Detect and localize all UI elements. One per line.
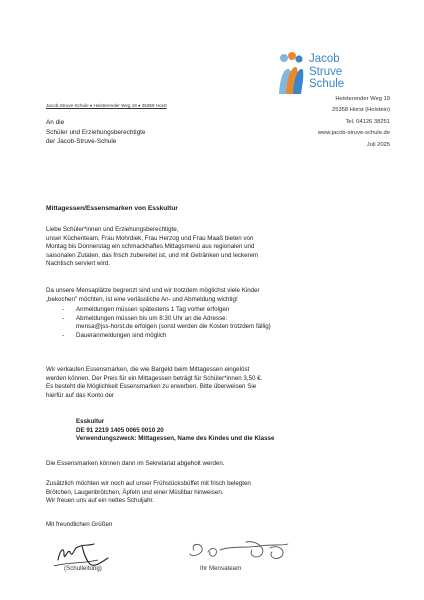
text-line: Brötchen, Laugenbrötchen, Äpfeln und einer Müslibar hinweisen. bbox=[46, 488, 224, 496]
logo-line-2: Struve bbox=[309, 65, 343, 78]
rule-text: Anmeldungen müssen spätestens 1 Tag vorher erfolgen bbox=[76, 306, 230, 313]
recipient-block bbox=[46, 118, 145, 147]
logo-line-3: Schule bbox=[309, 78, 345, 91]
mensa-team-label: Ihr Mensateam bbox=[200, 565, 242, 572]
text-line: unser Küchenteam, Frau Mohrdiek, Frau Herzog und Frau Maaß bieten von bbox=[46, 234, 254, 242]
list-item bbox=[62, 306, 271, 315]
text-line: Zusätzlich möchten wir noch auf unser Frühstücksbüffet mit frisch belegten bbox=[46, 480, 251, 487]
bank-recipient: Esskultur bbox=[76, 418, 105, 425]
rule-text: Daueranmeldungen sind möglich bbox=[76, 331, 167, 339]
recipient-line: Schüler und Erziehungsberechtigte bbox=[46, 128, 146, 136]
letter-subject: Mittagessen/Essensmarken von Esskultur bbox=[46, 205, 178, 212]
sender-line: Jacob-Struve-Schule ♦ Heisterender Weg 19 ♦ 25358 Horst bbox=[46, 103, 167, 108]
text-line: Wir freuen uns auf ein nettes Schuljahr. bbox=[46, 497, 154, 505]
text-line: Liebe Schüler*innen und Erziehungsberechtigte, bbox=[46, 226, 179, 233]
payment-paragraph bbox=[46, 366, 262, 400]
mensa-team-signature-icon bbox=[186, 538, 296, 566]
text-line: saisonalen Zutaten, das frisch zubereitet ist, und mit Getränken und leckerem bbox=[46, 251, 259, 259]
address-phone: Tel. 04126 38251 bbox=[345, 118, 390, 125]
intro-paragraph bbox=[46, 226, 258, 269]
bank-reference: Verwendungszweck: Mittagessen, Name des Kindes und die Klasse bbox=[76, 435, 275, 443]
text-line: Nachtisch serviert wird. bbox=[46, 260, 110, 268]
bank-iban: DE 91 2219 1405 0065 0010 20 bbox=[76, 426, 164, 434]
text-line: Wir verkaufen Essensmarken, die wie Bargeld beim Mittagessen eingelöst bbox=[46, 366, 250, 373]
school-address bbox=[318, 94, 390, 151]
text-line: Da unsere Mensaplätze begrenzt sind und wir trotzdem möglichst viele Kinder bbox=[46, 287, 260, 294]
text-line: hierfür auf das Konto der bbox=[46, 391, 115, 399]
school-logo-icon bbox=[278, 52, 304, 98]
breakfast-paragraph bbox=[46, 480, 251, 506]
rules-list bbox=[62, 306, 271, 340]
text-line: Montag bis Donnerstag ein schmackhaftes Mittagsmenü aus regionalen und bbox=[46, 243, 255, 251]
list-item bbox=[62, 315, 271, 332]
recipient-line: An die bbox=[46, 119, 65, 126]
pickup-text: Die Essensmarken können dann im Sekretariat abgeholt werden. bbox=[46, 460, 225, 467]
address-website: www.jacob-struve-schule.de bbox=[317, 130, 390, 137]
logo-line-1: Jacob bbox=[309, 53, 340, 65]
text-line: „bekochen" möchten, ist eine verlässliche An- und Abmeldung wichtig! bbox=[46, 295, 238, 303]
recipient-line: der Jacob-Struve-Schule bbox=[46, 138, 117, 146]
principal-label: (Schulleitung) bbox=[64, 565, 102, 572]
closing-text: Mit freundlichen Grüßen bbox=[46, 521, 113, 528]
rule-text: Abmeldungen müssen bis um 8:30 Uhr an die Adresse: bbox=[76, 314, 228, 322]
bank-details bbox=[76, 418, 274, 444]
rule-continuation: mensa@jss-horst.de erfolgen (sonst werden die Kosten trotzdem fällig) bbox=[76, 323, 271, 331]
mensa-paragraph bbox=[46, 287, 260, 304]
address-street: Heisterender Weg 19 bbox=[335, 96, 390, 102]
school-logo-text bbox=[309, 53, 344, 91]
address-city: 25358 Horst (Holstein) bbox=[332, 107, 390, 114]
letter-date: Juli 2025 bbox=[366, 141, 390, 148]
text-line: Es besteht die Möglichkeit Essensmarken zu erwerben. Bitte überweisen Sie bbox=[46, 383, 257, 391]
text-line: werden können. Der Preis für ein Mittagessen beträgt für Schüler*innen 3,50 €. bbox=[46, 374, 263, 382]
list-item bbox=[62, 332, 271, 341]
